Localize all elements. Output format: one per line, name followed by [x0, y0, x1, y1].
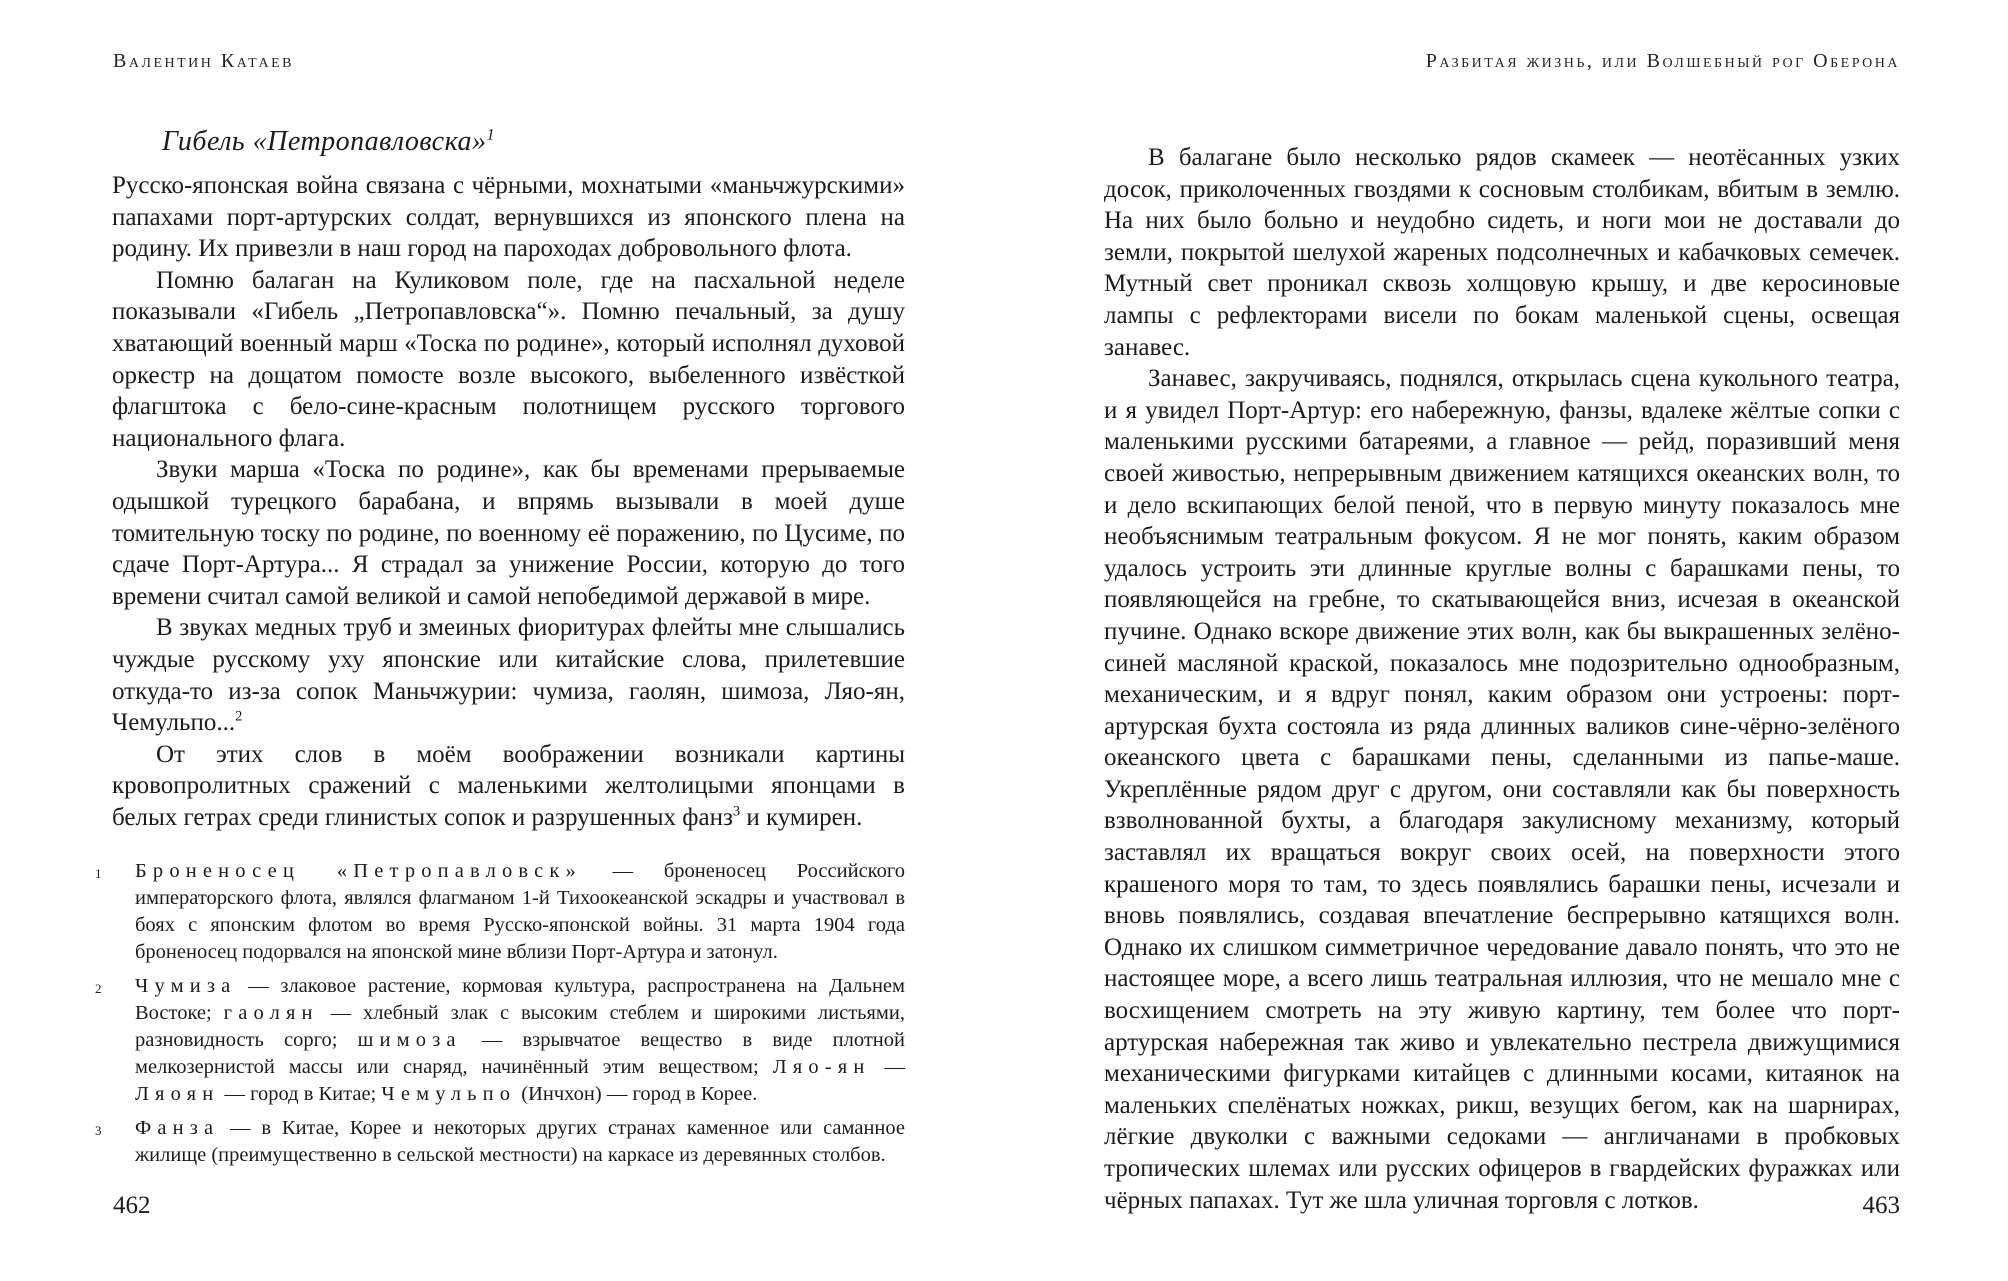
- footnote-text: Фанза — в Китае, Корее и некоторых других странах каменное или саманное жилище (преимущественно в сельской местности) на каркасе из деревянных столбов.: [135, 1117, 905, 1166]
- chapter-title: Гибель «Петропавловска»$^1$: [162, 125, 496, 157]
- footnote-number: 1: [95, 866, 102, 881]
- left-text-column: [112, 126, 905, 833]
- paragraph: В балагане было несколько рядов скамеек — неотёсанных узких досок, приколоченных гвоздями к сосновым столбикам, вбитым в землю. На них было больно и неудобно сидеть, и ноги мои не доставали до земли, покрытой шелухой жареных подсолнечных и кабачковых семечек. Мутный свет проникал сквозь холщовую крышу, и две керосиновые лампы с рефлекторами висели по бокам маленькой сцены, освещая занавес.: [1104, 144, 1900, 361]
- running-head-book-title: Разбитая жизнь, или Волшебный рог Оберона: [1425, 50, 1900, 72]
- paragraph: Звуки марша «Тоска по родине», как бы временами прерываемые одышкой турецкого барабана, и впрямь вызывали в моей душе томительную тоску по родине, по военному её поражению, по Цусиме, по сдаче Порт-Артура... Я страдал за унижение России, которую до того времени считал самой великой и самой непобедимой державой в мире.: [112, 456, 905, 610]
- footnote-number: 2: [95, 981, 102, 996]
- footnote: [95, 858, 905, 966]
- footnote-text: Чумиза — злаковое растение, кормовая культура, распространена на Дальнем Востоке; гаолян — хлебный злак с высоким стеблем и широкими листьями, разновидность сорго; шимоза — взрывчатое вещество в виде плотной мелкозернистой массы или снаряд, начинённый этим веществом; Ляо-ян — Ляоян — город в Китае; Чемульпо (Инчхон) — город в Корее.: [135, 975, 906, 1105]
- paragraph: От этих слов в моём воображении возникали картины кровопролитных сражений с маленькими желтолицыми японцами в белых гетрах среди глинистых сопок и разрушенных фанз$^3$ и кумирен.: [112, 740, 905, 831]
- paragraph: Занавес, закручиваясь, поднялся, открылась сцена кукольного театра, и я увидел Порт-Артур: его набережную, фанзы, вдалеке жёлтые сопки с маленькими русскими батареями, а главное — рейд, поразивший меня своей живостью, непрерывным движением катящихся океанских волн, то и дело вскипающих белой пеной, что в первую минуту показалось мне необъяснимым театральным фокусом. Я не мог понять, каким образом удалось устроить эти длинные круглые волны с барашками пены, то появляющейся на гребне, то скатывающейся вниз, исчезая в океанской пучине. Однако вскоре движение этих волн, как бы выкрашенных зелёно-синей масляной краской, показалось мне подозрительно однообразным, механическим, и я вдруг понял, каким образом они устроены: порт-артурская бухта состояла из ряда длинных валиков сине-чёрно-зелёного океанского цвета с барашками пены, сделанными из папье-маше. Укреплённые рядом друг с другом, они составляли как бы поверхность взволнованной бухты, а благодаря закулисному механизму, который заставлял их вращаться вокруг своих осей, на поверхности этого крашеного моря то там, то здесь появлялись барашки пены, исчезали и вновь появлялись, создавая впечатление беспрерывно катящихся волн. Однако их слишком симметричное чередование давало понять, что это не настоящее море, а всего лишь театральная иллюзия, что не мешало мне с восхищением смотреть на эту живую картину, тем более что порт-артурская набережная так живо и увлекательно пестрела движущимися механическими фигурками китайцев с длинными косами, китаянок на маленьких спелёнатых ножках, рикш, везущих бегом, как на шарнирах, лёгкие двуколки с важными седоками — англичанами в пробковых тропических шлемах или русских офицеров в гвардейских фуражках или чёрных папахах. Тут же шла уличная торговля с лотков.: [1104, 365, 1900, 1214]
- paragraph: Русско-японская война связана с чёрными, мохнатыми «маньчжурскими» папахами порт-артурских солдат, вернувшихся из японского плена на родину. Их привезли в наш город на пароходах добровольного флота.: [112, 172, 905, 263]
- page-number-left: 462: [113, 1192, 151, 1219]
- footnote-number: 3: [95, 1123, 102, 1138]
- right-text-column: [1104, 142, 1900, 1216]
- page-number-right: 463: [1862, 1192, 1900, 1219]
- footnote-text: Броненосец «Петропавловск» — броненосец Российского императорского флота, являлся флагманом 1-й Тихоокеанской эскадры и участвовал в боях с японским флотом во время Русско-японской войны. 31 марта 1904 года броненосец подорвался на японской мине вблизи Порт-Артура и затонул.: [135, 860, 905, 963]
- paragraph: Помню балаган на Куликовом поле, где на пасхальной неделе показывали «Гибель „Петропавловска“». Помню печальный, за душу хватающий военный марш «Тоска по родине», который исполнял духовой оркестр на дощатом помосте возле высокого, выбеленного извёсткой флагштока с бело-сине-красным полотнищем русского торгового национального флага.: [112, 266, 905, 452]
- footnote: [95, 1115, 905, 1169]
- running-head-author: Валентин Катаев: [113, 50, 294, 72]
- paragraph: В звуках медных труб и змеиных фиоритурах флейты мне слышались чуждые русскому уху японские или китайские слова, прилетевшие откуда-то из-за сопок Маньчжурии: чумиза, гаолян, шимоза, Ляо-ян, Чемульпо...$^2$: [112, 614, 905, 737]
- footnote: [95, 973, 906, 1108]
- footnotes-block: [95, 858, 906, 1176]
